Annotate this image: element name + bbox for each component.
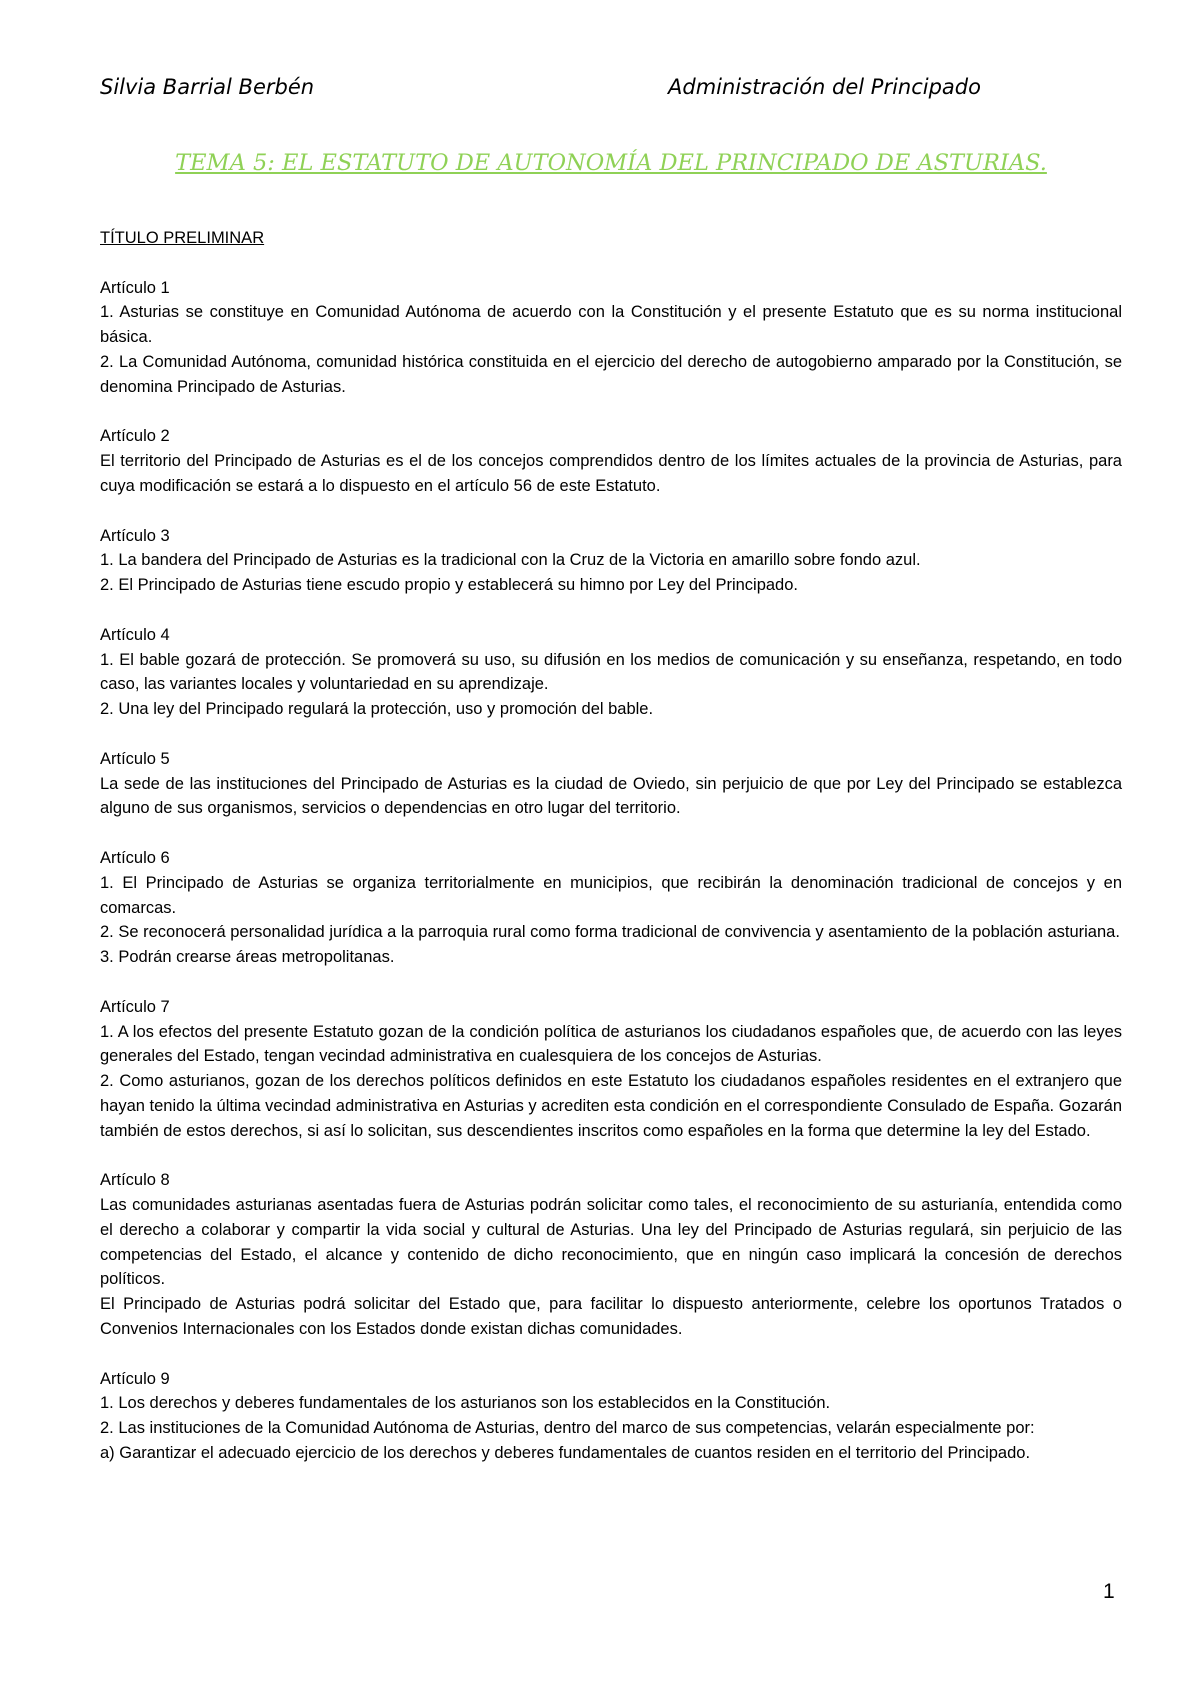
article-title: Artículo 2 <box>100 427 170 446</box>
article-paragraph: 2. Como asturianos, gozan de los derechos políticos definidos en este Estatuto los ciudadanos españoles residentes en el extranjero que hayan tenido la última vecindad administrativa en Asturias y acrediten esta condición en el correspondiente Consulado de España. Gozarán también de estos derechos, si así lo solicitan, sus descendientes inscritos como españoles en la forma que determine la ley del Estado. <box>100 1072 1122 1140</box>
article-title: Artículo 6 <box>100 848 170 867</box>
article-title: Artículo 7 <box>100 997 170 1016</box>
article-title: Artículo 5 <box>100 749 170 768</box>
article-paragraph: 2. La Comunidad Autónoma, comunidad histórica constituida en el ejercicio del derecho de autogobierno amparado por la Constitución, se denomina Principado de Asturias. <box>100 352 1122 396</box>
section-heading: TÍTULO PRELIMINAR <box>100 229 265 247</box>
article-paragraph: 2. Una ley del Principado regulará la protección, uso y promoción del bable. <box>100 700 654 719</box>
article-6 <box>100 846 1122 970</box>
article-9 <box>100 1367 1122 1466</box>
article-7 <box>100 995 1122 1144</box>
header-subject: Administración del Principado <box>668 75 981 99</box>
document-body <box>100 226 1122 1466</box>
page-number: 1 <box>1103 1580 1115 1603</box>
article-paragraph: La sede de las instituciones del Principado de Asturias es la ciudad de Oviedo, sin perjuicio de que por Ley del Principado se establezca alguno de sus organismos, servicios o dependencias en otro lugar del territorio. <box>100 774 1122 818</box>
article-8 <box>100 1168 1122 1342</box>
header-author: Silvia Barrial Berbén <box>100 75 315 99</box>
article-paragraph: 1. El bable gozará de protección. Se promoverá su uso, su difusión en los medios de comunicación y su enseñanza, respetando, en todo caso, las variantes locales y voluntariedad en su aprendizaje. <box>100 650 1122 694</box>
article-title: Artículo 1 <box>100 278 170 297</box>
article-title: Artículo 3 <box>100 526 170 545</box>
article-paragraph: 2. El Principado de Asturias tiene escudo propio y establecerá su himno por Ley del Principado. <box>100 576 798 595</box>
article-2 <box>100 424 1122 498</box>
article-paragraph: El Principado de Asturias podrá solicitar del Estado que, para facilitar lo dispuesto anteriormente, celebre los oportunos Tratados o Convenios Internacionales con los Estados donde existan dichas comunidades. <box>100 1295 1122 1339</box>
article-5 <box>100 747 1122 821</box>
article-paragraph: Las comunidades asturianas asentadas fuera de Asturias podrán solicitar como tales, el reconocimiento de su asturianía, entendida como el derecho a colaborar y compartir la vida social y cultural de Asturias. Una ley del Principado de Asturias regulará, sin perjuicio de las competencias del Estado, el alcance y contenido de dicho reconocimiento, que en ningún caso implicará la concesión de derechos políticos. <box>100 1196 1122 1289</box>
article-title: Artículo 8 <box>100 1171 170 1190</box>
article-3 <box>100 524 1122 598</box>
article-paragraph: 1. A los efectos del presente Estatuto gozan de la condición política de asturianos los ciudadanos españoles que, de acuerdo con las leyes generales del Estado, tengan vecindad administrativa en cualesquiera de los concejos de Asturias. <box>100 1022 1122 1066</box>
article-4 <box>100 623 1122 722</box>
document-title: TEMA 5: EL ESTATUTO DE AUTONOMÍA DEL PRINCIPADO DE ASTURIAS. <box>175 150 1047 176</box>
article-1 <box>100 276 1122 400</box>
article-paragraph: 1. El Principado de Asturias se organiza territorialmente en municipios, que recibirán la denominación tradicional de concejos y en comarcas. <box>100 873 1122 917</box>
article-paragraph: 2. Se reconocerá personalidad jurídica a la parroquia rural como forma tradicional de convivencia y asentamiento de la población asturiana. <box>100 923 1120 942</box>
article-paragraph: 1. La bandera del Principado de Asturias es la tradicional con la Cruz de la Victoria en amarillo sobre fondo azul. <box>100 551 921 570</box>
article-title: Artículo 9 <box>100 1369 170 1388</box>
article-paragraph: 3. Podrán crearse áreas metropolitanas. <box>100 948 395 967</box>
article-paragraph: 2. Las instituciones de la Comunidad Autónoma de Asturias, dentro del marco de sus competencias, velarán especialmente por: <box>100 1419 1035 1438</box>
article-paragraph: 1. Asturias se constituye en Comunidad Autónoma de acuerdo con la Constitución y el presente Estatuto que es su norma institucional básica. <box>100 303 1122 347</box>
article-title: Artículo 4 <box>100 625 170 644</box>
article-paragraph: El territorio del Principado de Asturias es el de los concejos comprendidos dentro de los límites actuales de la provincia de Asturias, para cuya modificación se estará a lo dispuesto en el artículo 56 de este Estatuto. <box>100 452 1122 495</box>
article-paragraph: a) Garantizar el adecuado ejercicio de los derechos y deberes fundamentales de cuantos residen en el territorio del Principado. <box>100 1444 1031 1463</box>
article-paragraph: 1. Los derechos y deberes fundamentales de los asturianos son los establecidos en la Constitución. <box>100 1394 831 1413</box>
